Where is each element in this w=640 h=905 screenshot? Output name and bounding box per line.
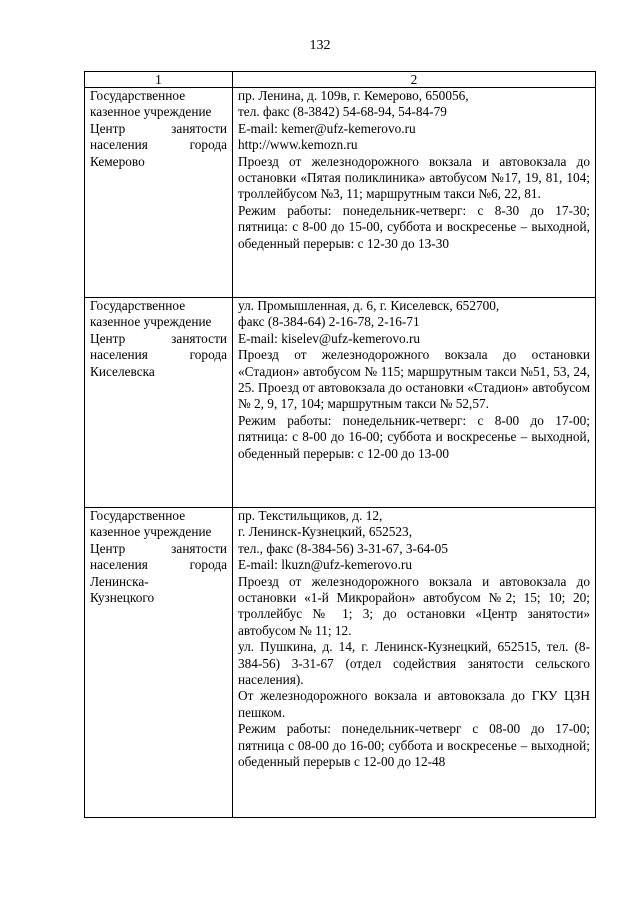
org-line: населения города [90, 137, 227, 153]
org-line: Ленинска- [90, 573, 149, 589]
contact-info-cell [233, 88, 596, 298]
org-line: Государственное [90, 508, 186, 523]
org-line: Кузнецкого [90, 590, 155, 606]
address-line: пр. Текстильщиков, д. 12, [238, 508, 383, 523]
work-hours-paragraph: Режим работы: понедельник-четверг: с 8-30 до 17-30; пятница: с 8-00 до 15-00, суббота и воскресенье – выходной, обеденный перерыв: с 12-30 до 13-30 [238, 202, 590, 251]
org-line: Центр занятости [90, 120, 227, 136]
email-line: E-mail: kemer@ufz-kemerovo.ru [238, 120, 416, 136]
address-line: ул. Промышленная, д. 6, г. Киселевск, 652700, [238, 298, 500, 313]
table-row [85, 298, 596, 508]
org-line: Киселевска [90, 363, 155, 379]
work-hours-paragraph: Режим работы: понедельник-четверг: с 8-00 до 17-00; пятница: с 8-00 до 16-00; суббота и воскресенье – выходной, обеденный перерыв: с 12-00 до 13-00 [238, 412, 590, 461]
directions-paragraph: Проезд от железнодорожного вокзала до остановки «Стадион» автобусом № 115; маршрутным такси №51, 53, 24, 25. Проезд от автовокзала до остановки «Стадион» автобусом № 2, 9, 17, 104; маршрутным такси № 52,57. [238, 347, 590, 412]
address-line: пр. Ленина, д. 109в, г. Кемерово, 650056, [238, 88, 469, 103]
employment-centers-table [84, 71, 596, 818]
walking-directions-paragraph: От железнодорожного вокзала и автовокзала до ГКУ ЦЗН пешком. [238, 688, 590, 720]
directions-paragraph: Проезд от железнодорожного вокзала и автовокзала до остановки «Пятая поликлиника» автобусом №17, 19, 81, 104; троллейбусом №3, 11; маршрутным такси №6, 22, 81. [238, 153, 590, 202]
email-line: E-mail: kiselev@ufz-kemerovo.ru [238, 330, 421, 346]
branch-address-paragraph: ул. Пушкина, д. 14, г. Ленинск-Кузнецкий, 652515, тел. (8-384-56) 3-31-67 (отдел содействия занятости сельского населения). [238, 639, 590, 688]
website-line: http://www.kemozn.ru [238, 137, 358, 153]
contact-info-cell [233, 508, 596, 818]
city-line: г. Ленинск-Кузнецкий, 652523, [238, 524, 413, 540]
org-line: населения города [90, 557, 227, 573]
column-number-2: 2 [233, 72, 596, 88]
table-row [85, 88, 596, 298]
table-row [85, 508, 596, 818]
org-line: казенное учреждение [90, 104, 212, 120]
table-header-row [85, 72, 596, 88]
org-line: населения города [90, 347, 227, 363]
work-hours-paragraph: Режим работы: понедельник-четверг с 08-00 до 17-00; пятница с 08-00 до 16-00; суббота и воскресенье – выходной; обеденный перерыв с 12-00 до 12-48 [238, 721, 590, 770]
org-line: Государственное [90, 298, 186, 313]
contact-info-cell [233, 298, 596, 508]
email-line: E-mail: lkuzn@ufz-kemerovo.ru [238, 557, 412, 573]
organization-cell [85, 88, 233, 298]
org-line: Центр занятости [90, 540, 227, 556]
directions-paragraph: Проезд от железнодорожного вокзала и автовокзала до остановки «1-й Микрорайон» автобусом №2; 15; 10; 20; троллейбус № 1; 3; до остановки «Центр занятости» автобусом № 11; 12. [238, 573, 590, 638]
page-number: 132 [309, 38, 331, 53]
phone-line: тел. факс (8-3842) 54-68-94, 54-84-79 [238, 104, 447, 120]
org-line: Кемерово [90, 153, 145, 169]
org-line: Государственное [90, 88, 186, 103]
org-line: Центр занятости [90, 330, 227, 346]
organization-cell [85, 298, 233, 508]
column-number-1: 1 [85, 72, 233, 88]
phone-line: факс (8-384-64) 2-16-78, 2-16-71 [238, 314, 420, 330]
phone-line: тел., факс (8-384-56) 3-31-67, 3-64-05 [238, 540, 448, 556]
org-line: казенное учреждение [90, 314, 212, 330]
organization-cell [85, 508, 233, 818]
org-line: казенное учреждение [90, 524, 212, 540]
